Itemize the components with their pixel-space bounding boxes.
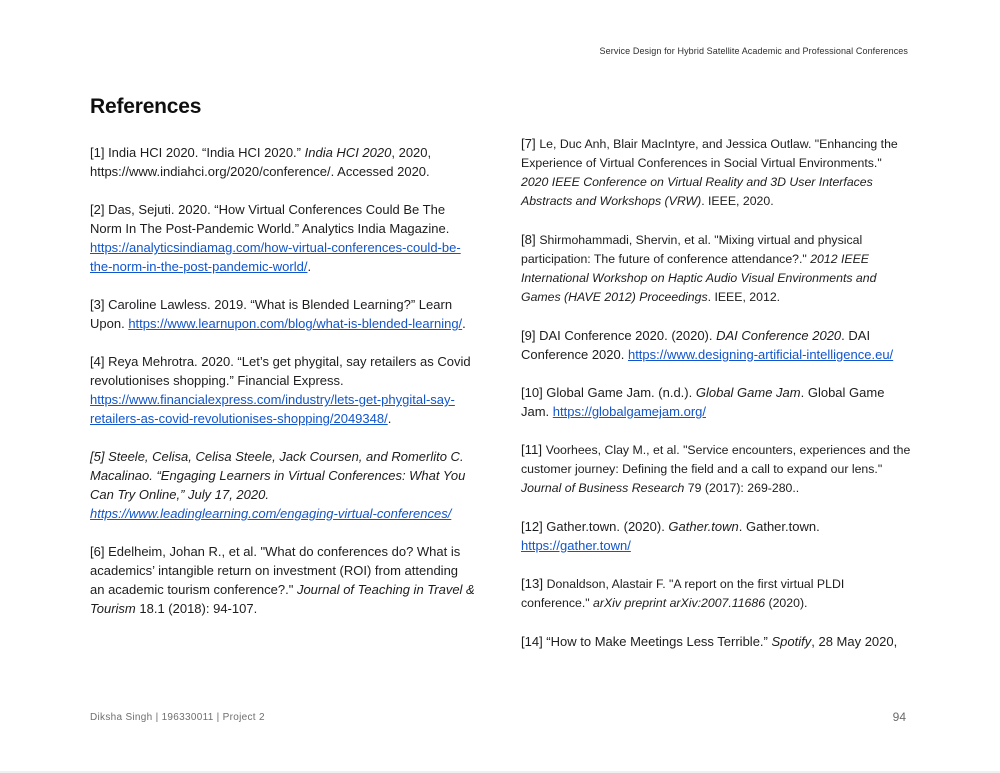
reference-item bbox=[90, 200, 475, 276]
reference-text: [2] Das, Sejuti. 2020. “How Virtual Conferences Could Be The Norm In The Post-Pandemic World.” Analytics India Magazine. bbox=[90, 202, 450, 236]
reference-item bbox=[90, 447, 475, 523]
reference-text: Shirmohammadi, Shervin, et al. "Mixing virtual and physical participation: The future of conference attendance?." bbox=[521, 233, 863, 266]
reference-text: . IEEE, 2020. bbox=[701, 194, 774, 208]
reference-item bbox=[521, 574, 911, 613]
page-number: 94 bbox=[892, 710, 906, 724]
reference-text: [1] India HCI 2020. “India HCI 2020.” bbox=[90, 145, 305, 160]
reference-text: [12] Gather.town. (2020). bbox=[521, 519, 669, 534]
reference-text: India HCI 2020 bbox=[304, 145, 392, 160]
reference-text: Gather.town bbox=[668, 519, 739, 534]
reference-text: arXiv preprint arXiv:2007.11686 bbox=[593, 596, 766, 610]
reference-text: . bbox=[462, 316, 466, 331]
reference-text: . DAI Conference 2020. bbox=[521, 328, 871, 362]
reference-text: 79 (2017): 269-280.. bbox=[684, 481, 800, 495]
reference-number: [13] bbox=[521, 576, 547, 591]
reference-text: [6] Edelheim, Johan R., et al. "What do conferences do? What is academics’ intangible return on investment (ROI) from attending an academic tourism conference?." bbox=[90, 544, 461, 597]
reference-item bbox=[90, 143, 475, 181]
reference-text: [14] “How to Make Meetings Less Terrible.” bbox=[521, 634, 772, 649]
reference-text: [9] DAI Conference 2020. (2020). bbox=[521, 328, 717, 343]
reference-item bbox=[521, 383, 911, 421]
reference-text: . IEEE, 2012. bbox=[707, 290, 781, 304]
reference-text: [4] Reya Mehrotra. 2020. “Let’s get phygital, say retailers as Covid revolutionises shopping.” Financial Express. bbox=[90, 354, 471, 388]
reference-number: [11] bbox=[521, 442, 546, 457]
reference-item bbox=[521, 134, 911, 211]
reference-link[interactable]: https://analyticsindiamag.com/how-virtual-conferences-could-be-the-norm-in-the-post-pandemic-world/ bbox=[90, 240, 461, 274]
reference-text: . Gather.town. bbox=[738, 519, 820, 534]
reference-link[interactable]: https://www.learnupon.com/blog/what-is-blended-learning/ bbox=[128, 316, 463, 331]
reference-link[interactable]: https://gather.town/ bbox=[521, 538, 631, 553]
references-column-left bbox=[90, 143, 475, 637]
page-title: References bbox=[90, 95, 202, 118]
reference-number: [7] bbox=[521, 136, 540, 151]
references-column-right bbox=[521, 134, 911, 670]
reference-item bbox=[90, 542, 475, 618]
reference-text: , 2020, https://www.indiahci.org/2020/conference/. Accessed 2020. bbox=[90, 145, 432, 179]
reference-link[interactable]: https://www.leadinglearning.com/engaging-virtual-conferences/ bbox=[90, 506, 452, 521]
reference-text: DAI Conference 2020 bbox=[716, 328, 842, 343]
reference-text: (2020). bbox=[765, 596, 808, 610]
reference-text: [3] Caroline Lawless. 2019. “What is Blended Learning?” Learn Upon. bbox=[90, 297, 453, 331]
footer-author-info: Diksha Singh | 196330011 | Project 2 bbox=[90, 712, 265, 723]
reference-item bbox=[521, 517, 911, 555]
reference-text: , 28 May 2020, bbox=[811, 634, 898, 649]
running-header-title: Service Design for Hybrid Satellite Academic and Professional Conferences bbox=[599, 46, 908, 56]
reference-link[interactable]: https://www.financialexpress.com/industry/lets-get-phygital-say-retailers-as-covid-revolutionises-shopping/2049348/ bbox=[90, 392, 455, 426]
reference-text: Voorhees, Clay M., et al. "Service encounters, experiences and the customer journey: Defining the field and a call to expand our lens." bbox=[521, 443, 911, 476]
reference-text: . bbox=[307, 259, 312, 274]
reference-text: [5] Steele, Celisa, Celisa Steele, Jack Coursen, and Romerlito C. Macalinao. “Engaging Learners in Virtual Conferences: What You Can Try Online,” July 17, 2020. bbox=[90, 449, 466, 502]
reference-item bbox=[521, 632, 911, 651]
reference-item bbox=[90, 295, 475, 333]
reference-link[interactable]: https://www.designing-artificial-intelligence.eu/ bbox=[627, 347, 894, 362]
reference-item bbox=[521, 230, 911, 307]
reference-number: [8] bbox=[521, 232, 540, 247]
reference-text: 2012 IEEE International Workshop on Haptic Audio Visual Environments and Games (HAVE 2012) Proceedings bbox=[521, 252, 877, 304]
reference-item bbox=[521, 326, 911, 364]
reference-text: Le, Duc Anh, Blair MacIntyre, and Jessica Outlaw. "Enhancing the Experience of Virtual Conferences in Social Virtual Environments." bbox=[521, 137, 898, 170]
reference-item bbox=[521, 440, 911, 498]
reference-text: 2020 IEEE Conference on Virtual Reality and 3D User Interfaces Abstracts and Workshops (VRW) bbox=[521, 175, 873, 208]
reference-text: Journal of Business Research bbox=[521, 481, 685, 495]
reference-text: Spotify bbox=[771, 634, 812, 649]
reference-text: . Global Game Jam. bbox=[521, 385, 885, 419]
reference-item bbox=[90, 352, 475, 428]
reference-text: . bbox=[387, 411, 392, 426]
reference-text: [10] Global Game Jam. (n.d.). bbox=[521, 385, 696, 400]
reference-text: 18.1 (2018): 94-107. bbox=[135, 601, 258, 616]
reference-link[interactable]: https://globalgamejam.org/ bbox=[552, 404, 706, 419]
reference-text: Global Game Jam bbox=[695, 385, 801, 400]
reference-text: Journal of Teaching in Travel & Tourism bbox=[90, 582, 475, 616]
reference-text: Donaldson, Alastair F. "A report on the first virtual PLDI conference." bbox=[521, 577, 845, 610]
